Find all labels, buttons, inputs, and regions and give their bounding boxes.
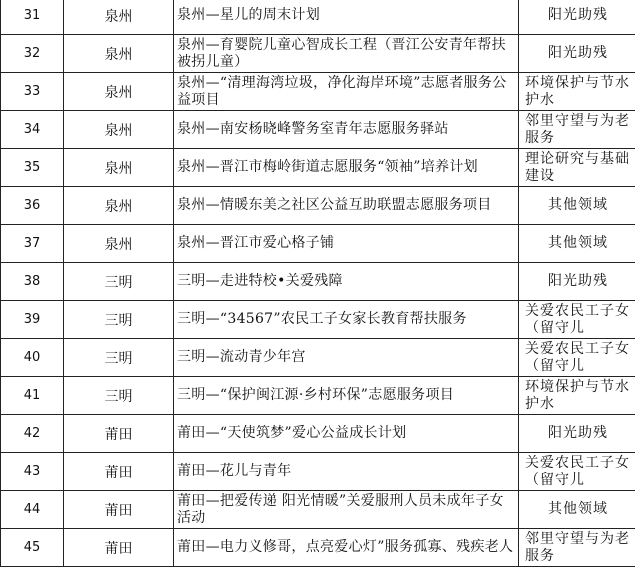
row-number[interactable]: 43: [1, 453, 64, 491]
category-cell[interactable]: 阳光助残: [519, 415, 635, 453]
table-row[interactable]: [1, 491, 635, 529]
row-number[interactable]: 42: [1, 415, 64, 453]
row-number[interactable]: 38: [1, 263, 64, 301]
table-row[interactable]: [1, 453, 635, 491]
project-cell[interactable]: 三明—走进特校•关爱残障: [174, 263, 519, 301]
city-cell[interactable]: 三明: [64, 339, 174, 377]
row-number[interactable]: 35: [1, 149, 64, 187]
table-row[interactable]: [1, 187, 635, 225]
project-cell[interactable]: 泉州—晋江市爱心格子铺: [174, 225, 519, 263]
table-row[interactable]: [1, 415, 635, 453]
table-row[interactable]: [1, 339, 635, 377]
row-number[interactable]: 39: [1, 301, 64, 339]
city-cell[interactable]: 莆田: [64, 453, 174, 491]
city-cell[interactable]: 莆田: [64, 529, 174, 567]
row-number[interactable]: 37: [1, 225, 64, 263]
city-cell[interactable]: 泉州: [64, 0, 174, 35]
project-cell[interactable]: 泉州—育婴院儿童心智成长工程（晋江公安青年帮扶被拐儿童）: [174, 35, 519, 73]
city-cell[interactable]: 泉州: [64, 73, 174, 111]
category-cell[interactable]: 关爱农民工子女（留守儿: [519, 339, 635, 377]
city-cell[interactable]: 泉州: [64, 225, 174, 263]
city-cell[interactable]: 三明: [64, 263, 174, 301]
project-cell[interactable]: 泉州—情暖东美之社区公益互助联盟志愿服务项目: [174, 187, 519, 225]
city-cell[interactable]: 泉州: [64, 111, 174, 149]
category-cell[interactable]: 邻里守望与为老服务: [519, 529, 635, 567]
city-cell[interactable]: 莆田: [64, 491, 174, 529]
table-row[interactable]: [1, 263, 635, 301]
category-cell[interactable]: 阳光助残: [519, 0, 635, 35]
project-cell[interactable]: 莆田—“天使筑梦”爱心公益成长计划: [174, 415, 519, 453]
category-cell[interactable]: 其他领域: [519, 225, 635, 263]
row-number[interactable]: 33: [1, 73, 64, 111]
city-cell[interactable]: 莆田: [64, 415, 174, 453]
category-cell[interactable]: 环境保护与节水护水: [519, 73, 635, 111]
table-row[interactable]: [1, 377, 635, 415]
row-number[interactable]: 32: [1, 35, 64, 73]
table-body: [1, 0, 635, 567]
table-row[interactable]: [1, 73, 635, 111]
project-cell[interactable]: 泉州—“清理海湾垃圾，净化海岸环境”志愿者服务公益项目: [174, 73, 519, 111]
project-cell[interactable]: 莆田—电力义修哥，点亮爱心灯”服务孤寡、残疾老人: [174, 529, 519, 567]
row-number[interactable]: 41: [1, 377, 64, 415]
table-row[interactable]: [1, 111, 635, 149]
project-cell[interactable]: 莆田—把爱传递 阳光情暖”关爱服刑人员未成年子女活动: [174, 491, 519, 529]
table-row[interactable]: [1, 0, 635, 35]
row-number[interactable]: 31: [1, 0, 64, 35]
table-row[interactable]: [1, 225, 635, 263]
city-cell[interactable]: 泉州: [64, 187, 174, 225]
category-cell[interactable]: 环境保护与节水护水: [519, 377, 635, 415]
row-number[interactable]: 36: [1, 187, 64, 225]
category-cell[interactable]: 其他领域: [519, 187, 635, 225]
table-row[interactable]: [1, 149, 635, 187]
city-cell[interactable]: 三明: [64, 377, 174, 415]
table-row[interactable]: [1, 301, 635, 339]
project-cell[interactable]: 三明—“34567”农民工子女家长教育帮扶服务: [174, 301, 519, 339]
row-number[interactable]: 45: [1, 529, 64, 567]
table-row[interactable]: [1, 35, 635, 73]
category-cell[interactable]: 理论研究与基础建设: [519, 149, 635, 187]
category-cell[interactable]: 阳光助残: [519, 35, 635, 73]
category-cell[interactable]: 关爱农民工子女（留守儿: [519, 301, 635, 339]
city-cell[interactable]: 泉州: [64, 35, 174, 73]
category-cell[interactable]: 其他领域: [519, 491, 635, 529]
table-row[interactable]: [1, 529, 635, 567]
row-number[interactable]: 40: [1, 339, 64, 377]
project-cell[interactable]: 莆田—花儿与青年: [174, 453, 519, 491]
category-cell[interactable]: 关爱农民工子女（留守儿: [519, 453, 635, 491]
category-cell[interactable]: 邻里守望与为老服务: [519, 111, 635, 149]
row-number[interactable]: 34: [1, 111, 64, 149]
project-cell[interactable]: 泉州—星儿的周末计划: [174, 0, 519, 35]
project-cell[interactable]: 三明—“保护闽江源·乡村环保”志愿服务项目: [174, 377, 519, 415]
project-cell[interactable]: 三明—流动青少年宫: [174, 339, 519, 377]
category-cell[interactable]: 阳光助残: [519, 263, 635, 301]
city-cell[interactable]: 泉州: [64, 149, 174, 187]
row-number[interactable]: 44: [1, 491, 64, 529]
project-cell[interactable]: 泉州—晋江市梅岭街道志愿服务“领袖”培养计划: [174, 149, 519, 187]
project-cell[interactable]: 泉州—南安杨晓峰警务室青年志愿服务驿站: [174, 111, 519, 149]
city-cell[interactable]: 三明: [64, 301, 174, 339]
